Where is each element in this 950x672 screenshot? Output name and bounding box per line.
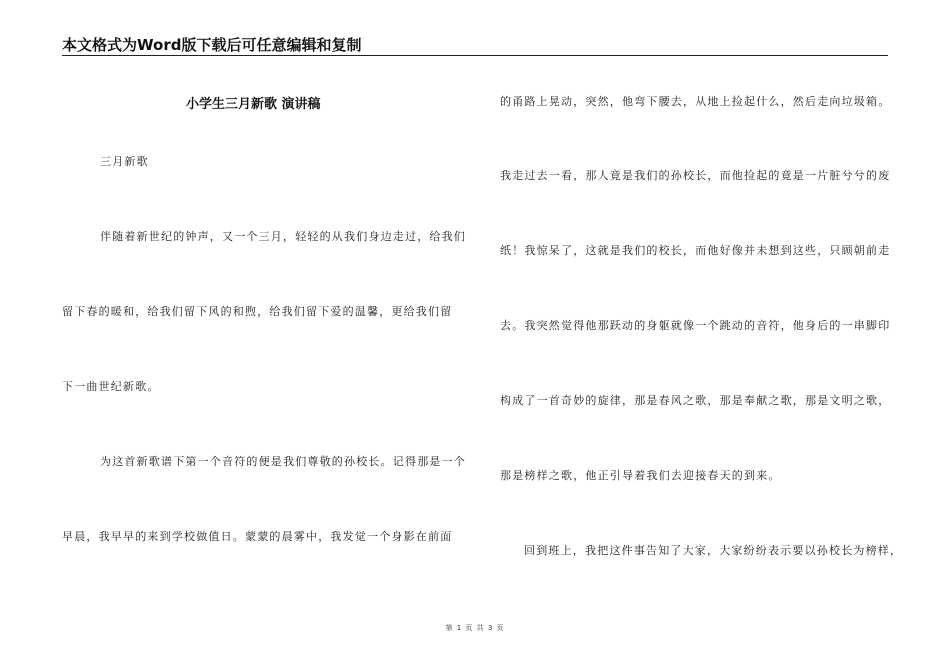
header-notice: 本文格式为Word版下载后可任意编辑和复制 [62,36,362,54]
paragraph-line: 构成了一首奇妙的旋律，那是春风之歌，那是奉献之歌，那是文明之歌， [500,394,891,407]
paragraph-line: 纸！我惊呆了，这就是我们的校长，而他好像并未想到这些，只顾朝前走 [500,244,891,257]
section-heading: 三月新歌 [100,155,149,168]
paragraph-line: 为这首新歌谱下第一个音符的便是我们尊敬的孙校长。记得那是一个 [100,455,466,468]
paragraph-line: 留下春的暖和，给我们留下风的和煦，给我们留下爱的温馨，更给我们留 [62,305,453,318]
paragraph-line: 那是榜样之歌，他正引导着我们去迎接春天的到来。 [500,469,781,482]
paragraph-line: 伴随着新世纪的钟声，又一个三月，轻轻的从我们身边走过，给我们 [100,230,466,243]
header-divider [62,55,888,56]
paragraph-line: 的甬路上晃动，突然，他弯下腰去，从地上捡起什么，然后走向垃圾箱。 [500,95,891,108]
page-header [62,34,888,54]
paragraph-line: 回到班上，我把这件事告知了大家，大家纷纷表示要以孙校长为榜样， [524,544,903,557]
document-title: 小学生三月新歌 演讲稿 [186,97,321,112]
paragraph-line: 下一曲世纪新歌。 [62,380,160,393]
paragraph-line: 去。我突然觉得他那跃动的身躯就像一个跳动的音符，他身后的一串脚印 [500,319,891,332]
paragraph-line: 早晨，我早早的来到学校做值日。蒙蒙的晨雾中，我发觉一个身影在前面 [62,530,453,543]
page-number: 第 1 页 共 3 页 [445,624,505,632]
paragraph-line: 我走过去一看，那人竟是我们的孙校长，而他捡起的竟是一片脏兮兮的废 [500,169,891,182]
